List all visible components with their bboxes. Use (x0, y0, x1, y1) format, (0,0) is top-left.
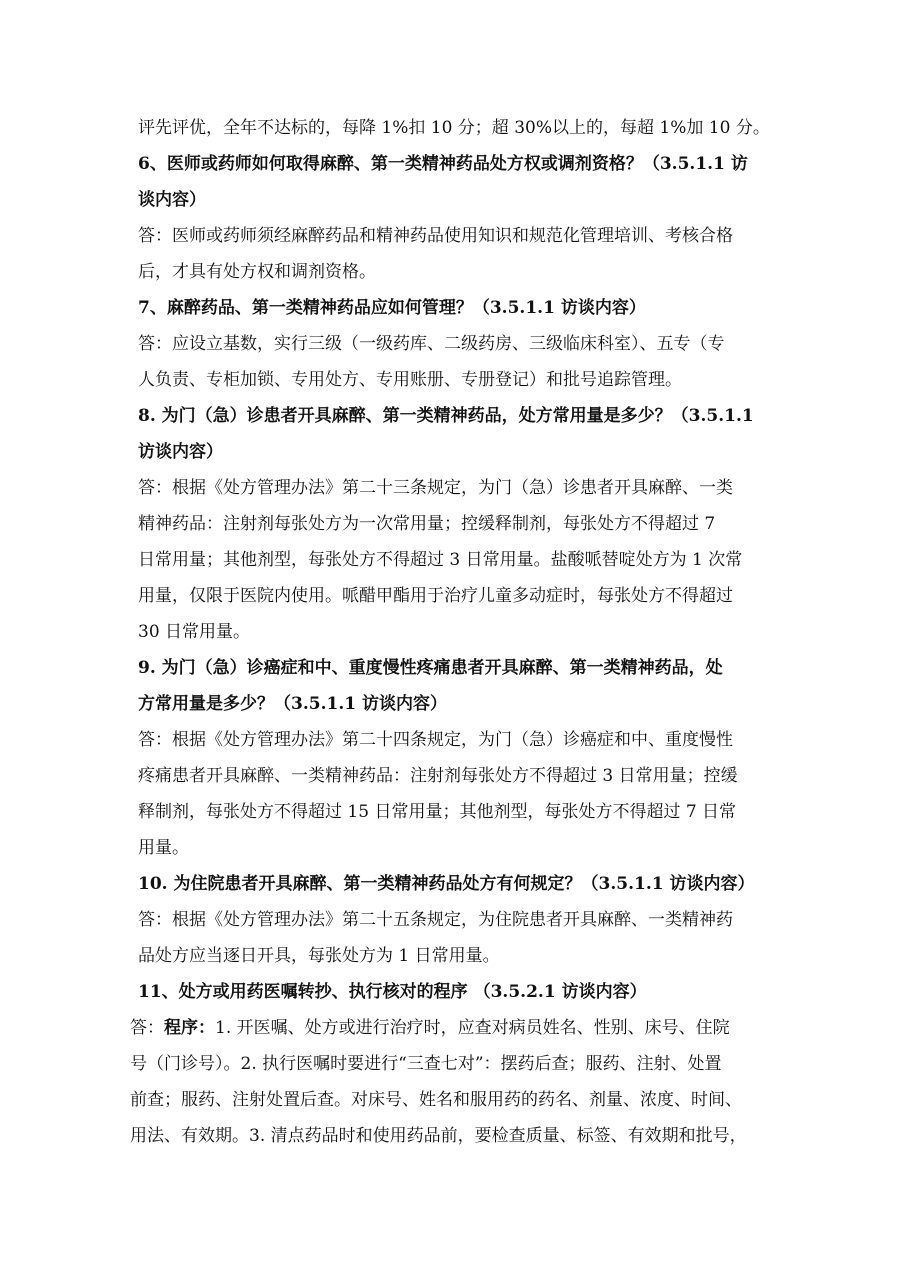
answer-11-line: 用法、有效期。3. 清点药品时和使用药品前，要检查质量、标签、有效期和批号， (130, 1126, 747, 1146)
answer-11-first-line (130, 1016, 778, 1040)
question-9-heading-cont: 方常用量是多少？（3.5.1.1 访谈内容） (138, 694, 447, 714)
answer-11-line: 前查；服药、注射处置后查。对床号、姓名和服用药的药名、剂量、浓度、时间、 (130, 1090, 742, 1110)
text-line: 评先评优，全年不达标的，每降 1%扣 10 分；超 30%以上的，每超 1%加 10 分。 (138, 118, 770, 138)
answer-7-line: 答：应设立基数，实行三级（一级药库、二级药房、三级临床科室）、五专（专 (138, 334, 725, 354)
answer-8-line: 答：根据《处方管理办法》第二十三条规定，为门（急）诊患者开具麻醉、一类 (138, 478, 733, 498)
answer-6-line: 后，才具有处方权和调剂资格。 (138, 262, 376, 282)
procedure-label: 程序： (164, 1018, 215, 1038)
question-9-heading: 9. 为门（急）诊癌症和中、重度慢性疼痛患者开具麻醉、第一类精神药品，处 (138, 658, 723, 678)
answer-8-line: 30 日常用量。 (138, 622, 251, 642)
question-6-heading: 6、医师或药师如何取得麻醉、第一类精神药品处方权或调剂资格？（3.5.1.1 访 (138, 154, 748, 174)
answer-7-line: 人负责、专柜加锁、专用处方、专用账册、专册登记）和批号追踪管理。 (138, 370, 682, 390)
answer-11-line: 号（门诊号）。2. 执行医嘱时要进行“三查七对”：摆药后查；服药、注射、处置 (130, 1054, 722, 1074)
answer-10-line: 答：根据《处方管理办法》第二十五条规定，为住院患者开具麻醉、一类精神药 (138, 910, 733, 930)
procedure-text: 1. 开医嘱、处方或进行治疗时，应查对病员姓名、性别、床号、住院 (215, 1018, 730, 1038)
answer-9-line: 疼痛患者开具麻醉、一类精神药品：注射剂每张处方不得超过 3 日常用量；控缓 (138, 766, 738, 786)
answer-6-line: 答：医师或药师须经麻醉药品和精神药品使用知识和规范化管理培训、考核合格 (138, 226, 733, 246)
question-8-heading: 8. 为门（急）诊患者开具麻醉、第一类精神药品，处方常用量是多少？（3.5.1.1 (138, 406, 754, 426)
question-7-heading: 7、麻醉药品、第一类精神药品应如何管理？（3.5.1.1 访谈内容） (138, 298, 646, 318)
answer-prefix: 答： (130, 1018, 164, 1038)
answer-9-line: 释制剂，每张处方不得超过 15 日常用量；其他剂型，每张处方不得超过 7 日常 (138, 802, 737, 822)
question-11-heading: 11、处方或用药医嘱转抄、执行核对的程序 （3.5.2.1 访谈内容） (138, 982, 647, 1002)
answer-10-line: 品处方应当逐日开具，每张处方为 1 日常用量。 (138, 946, 500, 966)
answer-9-line: 用量。 (138, 838, 189, 858)
answer-8-line: 精神药品：注射剂每张处方为一次常用量；控缓释制剂，每张处方不得超过 7 (138, 514, 716, 534)
question-10-heading: 10. 为住院患者开具麻醉、第一类精神药品处方有何规定？（3.5.1.1 访谈内容） (138, 874, 755, 894)
answer-8-line: 用量，仅限于医院内使用。哌醋甲酯用于治疗儿童多动症时，每张处方不得超过 (138, 586, 733, 606)
question-8-heading-cont: 访谈内容） (138, 442, 223, 462)
question-6-heading-cont: 谈内容） (138, 190, 206, 210)
answer-8-line: 日常用量；其他剂型，每张处方不得超过 3 日常用量。盐酸哌替啶处方为 1 次常 (138, 550, 743, 570)
answer-9-line: 答：根据《处方管理办法》第二十四条规定，为门（急）诊癌症和中、重度慢性 (138, 730, 733, 750)
